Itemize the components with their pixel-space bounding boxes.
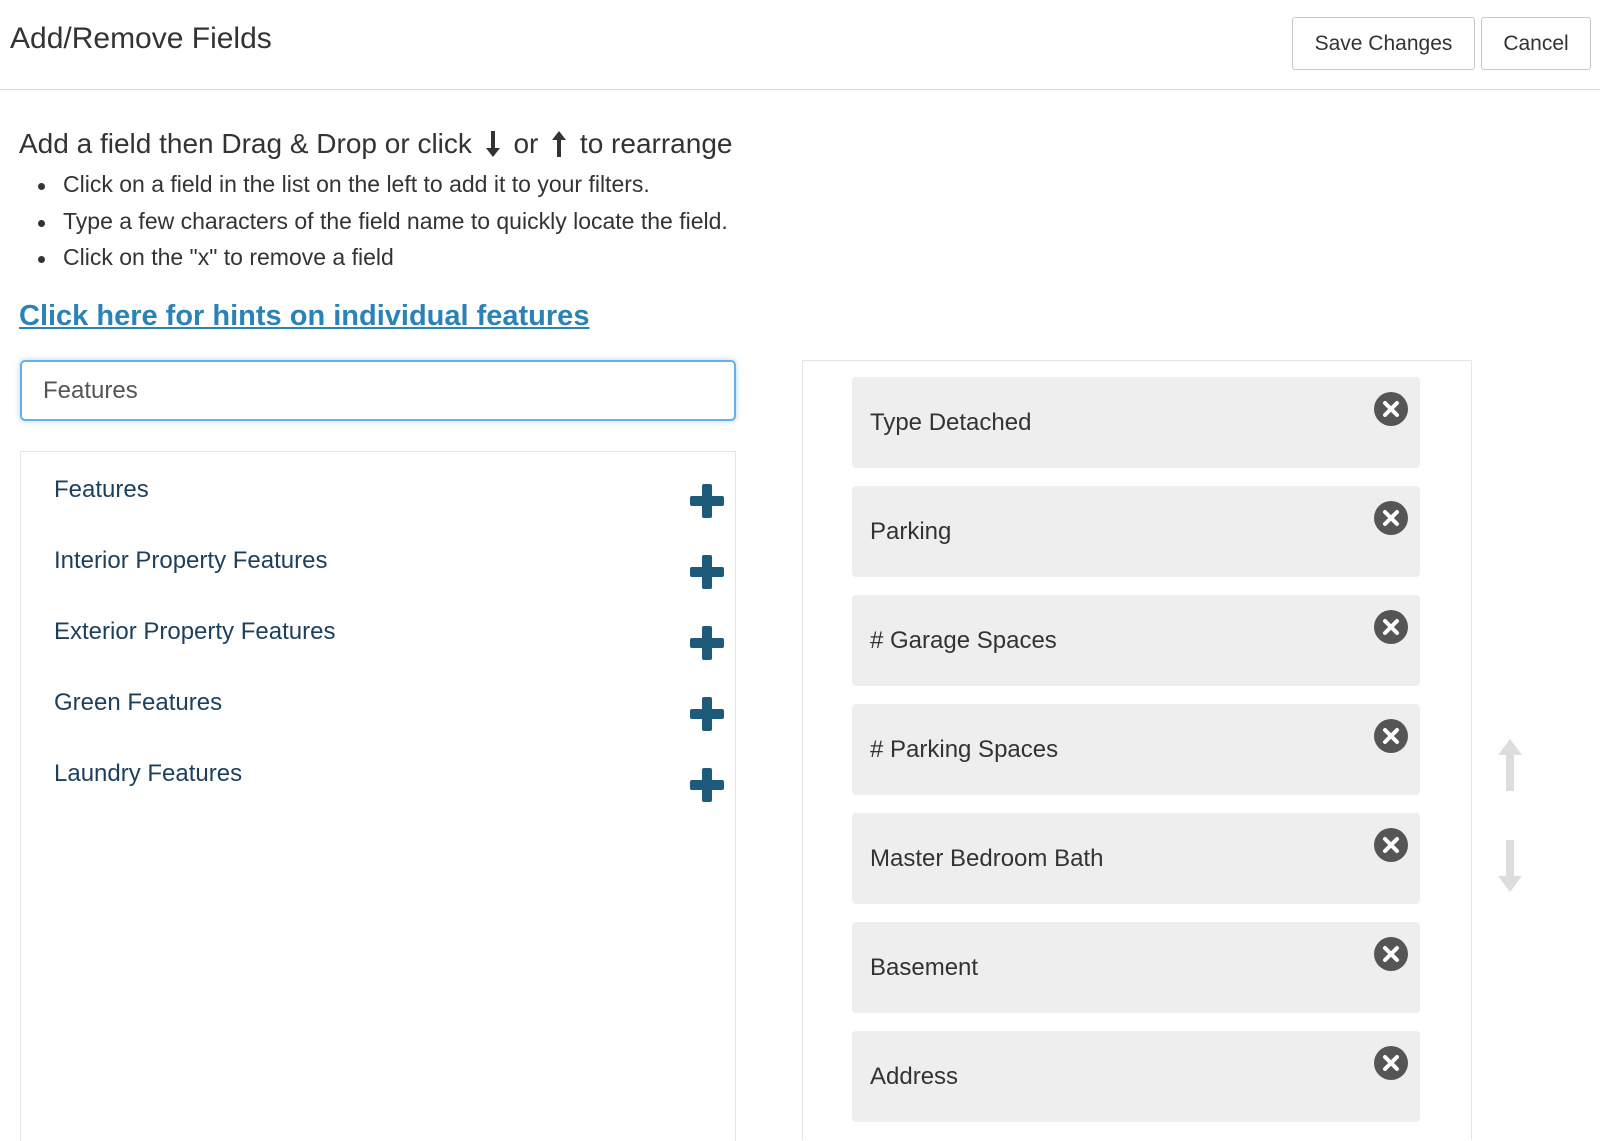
selected-field-label: Parking — [870, 518, 952, 545]
remove-icon[interactable] — [1373, 718, 1409, 754]
selected-field-type-detached[interactable] — [852, 377, 1420, 468]
selected-fields-list — [802, 360, 1472, 1140]
selected-field-label: # Parking Spaces — [870, 736, 1059, 763]
available-field-interior-property-features[interactable] — [21, 523, 735, 595]
available-field-label: Exterior Property Features — [54, 618, 336, 645]
selected-field-master-bedroom-bath[interactable] — [852, 813, 1420, 904]
plus-icon[interactable] — [690, 626, 724, 660]
selected-field-label: Type Detached — [870, 409, 1032, 436]
available-field-laundry-features[interactable] — [21, 736, 735, 808]
available-field-green-features[interactable] — [21, 665, 735, 737]
instructions-heading-end: to rearrange — [579, 128, 733, 159]
available-field-label: Laundry Features — [54, 760, 243, 787]
remove-icon[interactable] — [1373, 500, 1409, 536]
available-field-features[interactable] — [21, 452, 735, 524]
hints-link[interactable]: Click here for hints on individual features — [19, 300, 590, 332]
instructions-heading — [19, 128, 732, 160]
instruction-item: Click on a field in the list on the left to add it to your filters. — [35, 171, 728, 208]
save-changes-button[interactable]: Save Changes — [1292, 17, 1475, 70]
remove-icon[interactable] — [1373, 609, 1409, 645]
remove-icon[interactable] — [1373, 936, 1409, 972]
selected-field-basement[interactable] — [852, 922, 1420, 1013]
selected-field-parking-spaces[interactable] — [852, 704, 1420, 795]
modal-header — [0, 0, 1600, 90]
available-field-label: Green Features — [54, 689, 223, 716]
plus-icon[interactable] — [690, 555, 724, 589]
move-down-arrow-icon[interactable] — [1495, 838, 1525, 894]
remove-icon[interactable] — [1373, 391, 1409, 427]
plus-icon[interactable] — [690, 768, 724, 802]
selected-field-parking[interactable] — [852, 486, 1420, 577]
instruction-item: Click on the "x" to remove a field — [35, 244, 728, 281]
available-fields-list — [20, 451, 736, 1141]
plus-icon[interactable] — [690, 697, 724, 731]
arrow-down-icon — [484, 130, 502, 158]
selected-field-label: Address — [870, 1063, 959, 1090]
instructions-heading-start: Add a field then Drag & Drop or click — [19, 128, 472, 159]
selected-field-label: Basement — [870, 954, 979, 981]
available-field-label: Features — [54, 476, 149, 503]
instructions-heading-or: or — [513, 128, 539, 159]
page-title: Add/Remove Fields — [10, 22, 272, 55]
field-search-input[interactable] — [20, 360, 736, 421]
available-field-exterior-property-features[interactable] — [21, 594, 735, 666]
selected-field-label: Master Bedroom Bath — [870, 845, 1104, 872]
remove-icon[interactable] — [1373, 1045, 1409, 1081]
selected-field-address[interactable] — [852, 1031, 1420, 1122]
available-field-label: Interior Property Features — [54, 547, 328, 574]
instruction-item: Type a few characters of the field name to quickly locate the field. — [35, 208, 728, 245]
selected-field-garage-spaces[interactable] — [852, 595, 1420, 686]
plus-icon[interactable] — [690, 484, 724, 518]
cancel-button[interactable]: Cancel — [1481, 17, 1591, 70]
move-up-arrow-icon[interactable] — [1495, 737, 1525, 793]
selected-field-label: # Garage Spaces — [870, 627, 1057, 654]
arrow-up-icon — [550, 130, 568, 158]
remove-icon[interactable] — [1373, 827, 1409, 863]
instructions-list — [35, 171, 728, 281]
